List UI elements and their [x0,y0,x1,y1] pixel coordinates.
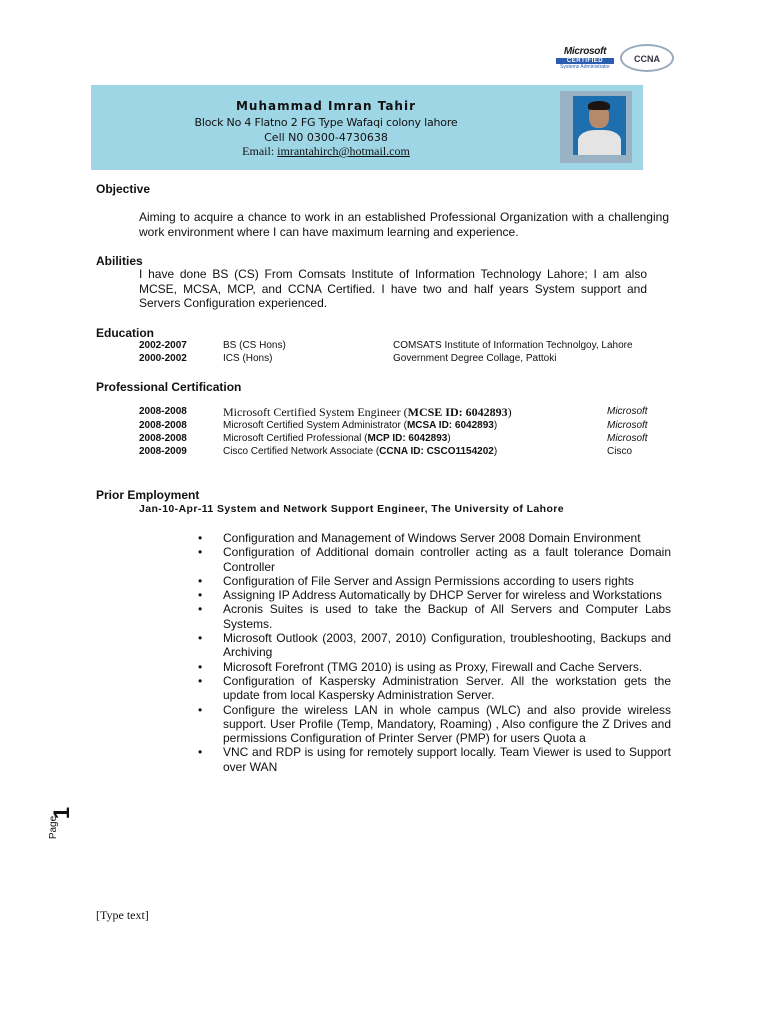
employment-heading: Prior Employment [96,488,200,502]
candidate-name: Muhammad Imran Tahir [235,99,416,113]
education-institute: Government Degree Collage, Pattoki [393,353,557,364]
list-item: • Microsoft Outlook (2003, 2007, 2010) Configuration, troubleshooting, Backups and Archiving [198,631,671,660]
education-degree: ICS (Hons) [223,353,273,364]
list-item: • Configuration and Management of Windows Server 2008 Domain Environment [198,531,671,545]
list-item: • Microsoft Forefront (TMG 2010) is using as Proxy, Firewall and Cache Servers. [198,660,671,674]
list-item: • VNC and RDP is using for remotely support locally. Team Viewer is used to Support over WAN [198,745,671,774]
objective-text: Aiming to acquire a chance to work in an established Professional Organization with a challenging work environment where I can have maximum learning and experience. [139,210,669,239]
employment-title: Jan-10-Apr-11 System and Network Support Engineer, The University of Lahore [139,503,565,515]
cert-years: 2008-2008 [139,420,187,431]
abilities-heading: Abilities [96,254,143,268]
cert-name: Cisco Certified Network Associate (CCNA ID: CSCO1154202) [223,446,498,457]
certification-row [139,446,679,459]
education-heading: Education [96,326,155,340]
page-number: 1 [49,806,75,820]
certified-band: CERTIFIED [556,58,614,64]
candidate-email [91,144,561,159]
candidate-address: Block No 4 Flatno 2 FG Type Wafaqi colony lahore [194,116,458,129]
email-link[interactable]: imrantahirch@hotmail.com [277,144,410,158]
cert-vendor: Microsoft [607,420,648,431]
employment-duties [198,531,671,774]
page-word: Page [48,815,60,840]
education-degree: BS (CS Hons) [223,340,286,351]
microsoft-certified-logo [556,46,614,70]
microsoft-wordmark: Microsoft [563,46,607,57]
cert-name: Microsoft Certified System Administrator (MCSA ID: 6042893) [223,420,498,431]
list-item: • Configure the wireless LAN in whole campus (WLC) and also provide wireless support. User Profile (Temp, Mandatory, Roaming) , Also configure the Z Drives and permissions Configuration of Printer Server (PMP) for users Quota a [198,703,671,746]
certification-table [139,406,679,459]
ccna-logo: CCNA [620,44,674,72]
education-years: 2000-2002 [139,353,187,364]
certification-heading: Professional Certification [96,380,242,394]
cert-vendor: Microsoft [607,406,648,417]
cert-years: 2008-2008 [139,406,187,417]
footer-placeholder: [Type text] [96,908,149,922]
candidate-phone: Cell N0 0300-4730638 [264,131,388,144]
page-number-label [50,808,90,848]
cert-years: 2008-2008 [139,433,187,444]
list-item: • Configuration of Kaspersky Administration Server. All the workstation gets the update from local Kaspersky Administration Server. [198,674,671,703]
education-row [139,340,679,353]
cert-vendor: Cisco [607,446,633,457]
education-years: 2002-2007 [139,340,187,351]
profile-photo [573,96,626,155]
education-table [139,340,679,366]
email-label: Email: [242,144,275,158]
certification-row [139,420,679,433]
list-item: • Assigning IP Address Automatically by DHCP Server for wireless and Workstations [198,588,671,602]
certification-row [139,406,679,420]
list-item: • Configuration of Additional domain controller acting as a fault tolerance Domain Controller [198,545,671,574]
cert-vendor: Microsoft [607,433,648,444]
list-item: • Configuration of File Server and Assign Permissions according to users rights [198,574,671,588]
objective-heading: Objective [96,182,151,196]
certification-row [139,433,679,446]
list-item: • Acronis Suites is used to take the Backup of All Servers and Computer Labs Systems. [198,602,671,631]
education-institute: COMSATS Institute of Information Technolgoy, Lahore [393,340,633,351]
cert-name: Microsoft Certified System Engineer (MCSE ID: 6042893) [223,405,512,419]
cert-name: Microsoft Certified Professional (MCP ID: 6042893) [223,433,451,444]
education-row [139,353,679,366]
ms-sub-label: Systems Administrator [560,64,610,70]
abilities-text: I have done BS (CS) From Comsats Institute of Information Technology Lahore; I am also MCSE, MCSA, MCP, and CCNA Certified. I have two and half years System support and Servers Configuration experienced. [139,267,647,310]
cert-years: 2008-2009 [139,446,187,457]
